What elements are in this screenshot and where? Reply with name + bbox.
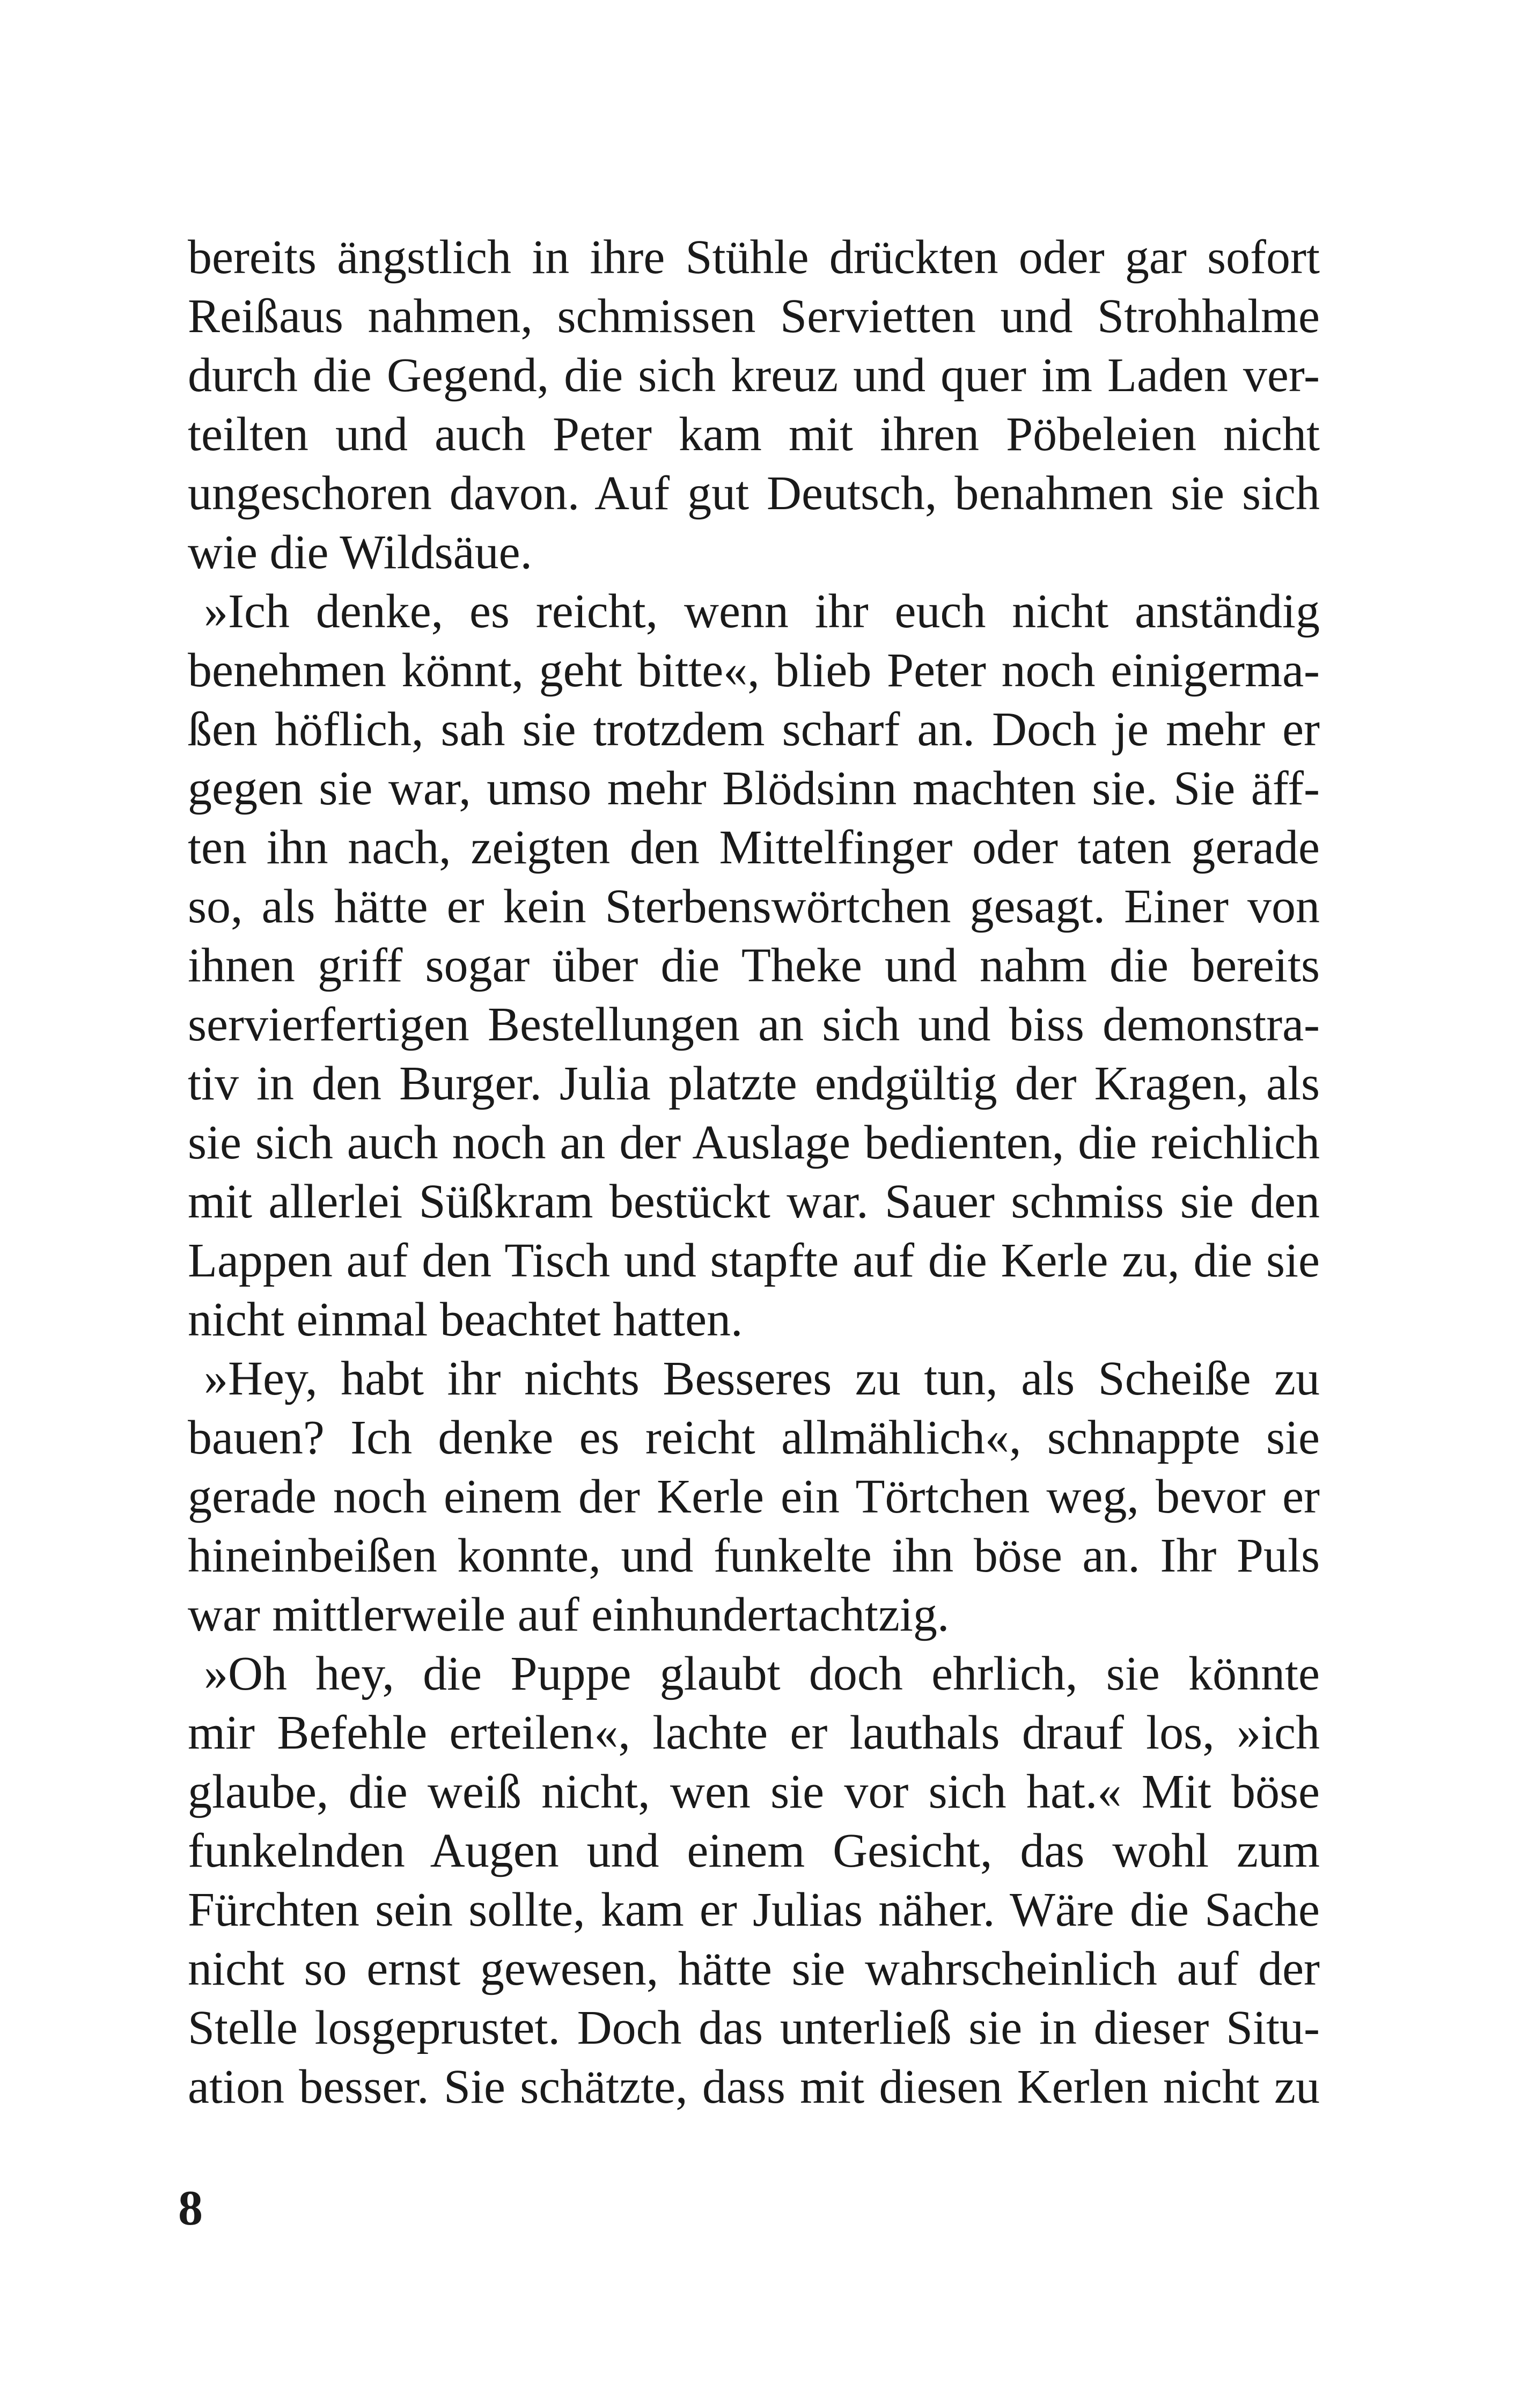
text-line: gerade noch einem der Kerle ein Törtchen weg, bevor er bbox=[188, 1470, 1320, 1523]
text-line: durch die Gegend, die sich kreuz und quer im Laden ver- bbox=[188, 349, 1320, 402]
body-text bbox=[188, 228, 1320, 2117]
text-line: so, als hätte er kein Sterbenswörtchen gesagt. Einer von bbox=[188, 880, 1320, 933]
text-line: »Hey, habt ihr nichts Besseres zu tun, als Scheiße zu bbox=[204, 1352, 1320, 1405]
text-line: gegen sie war, umso mehr Blödsinn machten sie. Sie äff- bbox=[188, 762, 1320, 815]
text-line: ungeschoren davon. Auf gut Deutsch, benahmen sie sich bbox=[188, 467, 1320, 520]
text-line: sie sich auch noch an der Auslage bedienten, die reichlich bbox=[188, 1116, 1320, 1169]
text-line: tiv in den Burger. Julia platzte endgültig der Kragen, als bbox=[188, 1057, 1320, 1110]
text-line: war mittlerweile auf einhundertachtzig. bbox=[188, 1588, 950, 1641]
text-line: Lappen auf den Tisch und stapfte auf die Kerle zu, die sie bbox=[188, 1234, 1320, 1287]
text-line: ihnen griff sogar über die Theke und nahm die bereits bbox=[188, 939, 1320, 992]
text-line: servierfertigen Bestellungen an sich und biss demonstra- bbox=[188, 998, 1320, 1051]
text-line: Stelle losgeprustet. Doch das unterließ sie in dieser Situ- bbox=[188, 2001, 1320, 2054]
text-line: Reißaus nahmen, schmissen Servietten und Strohhalme bbox=[188, 290, 1320, 343]
text-line: nicht so ernst gewesen, hätte sie wahrscheinlich auf der bbox=[188, 1942, 1320, 1995]
text-line: benehmen könnt, geht bitte«, blieb Peter noch einigerma- bbox=[188, 644, 1320, 697]
text-line: mir Befehle erteilen«, lachte er lauthals drauf los, »ich bbox=[188, 1706, 1320, 1759]
text-line: ßen höflich, sah sie trotzdem scharf an. Doch je mehr er bbox=[188, 703, 1320, 756]
text-line: »Oh hey, die Puppe glaubt doch ehrlich, sie könnte bbox=[204, 1647, 1320, 1700]
text-line: bereits ängstlich in ihre Stühle drückten oder gar sofort bbox=[188, 231, 1320, 284]
text-line: hineinbeißen konnte, und funkelte ihn böse an. Ihr Puls bbox=[188, 1529, 1320, 1582]
text-line: ation besser. Sie schätzte, dass mit diesen Kerlen nicht zu bbox=[188, 2060, 1320, 2113]
text-line: teilten und auch Peter kam mit ihren Pöbeleien nicht bbox=[188, 408, 1320, 461]
text-line: glaube, die weiß nicht, wen sie vor sich hat.« Mit böse bbox=[188, 1765, 1320, 1818]
text-line: ten ihn nach, zeigten den Mittelfinger oder taten gerade bbox=[188, 821, 1320, 874]
text-line: mit allerlei Süßkram bestückt war. Sauer schmiss sie den bbox=[188, 1175, 1320, 1228]
text-line: funkelnden Augen und einem Gesicht, das wohl zum bbox=[188, 1824, 1320, 1877]
text-line: nicht einmal beachtet hatten. bbox=[188, 1293, 743, 1346]
text-line: Fürchten sein sollte, kam er Julias näher. Wäre die Sache bbox=[188, 1883, 1320, 1936]
text-line: bauen? Ich denke es reicht allmählich«, schnappte sie bbox=[188, 1411, 1320, 1464]
page-number: 8 bbox=[178, 2181, 203, 2235]
text-line: wie die Wildsäue. bbox=[188, 526, 533, 579]
text-line: »Ich denke, es reicht, wenn ihr euch nicht anständig bbox=[204, 585, 1320, 638]
